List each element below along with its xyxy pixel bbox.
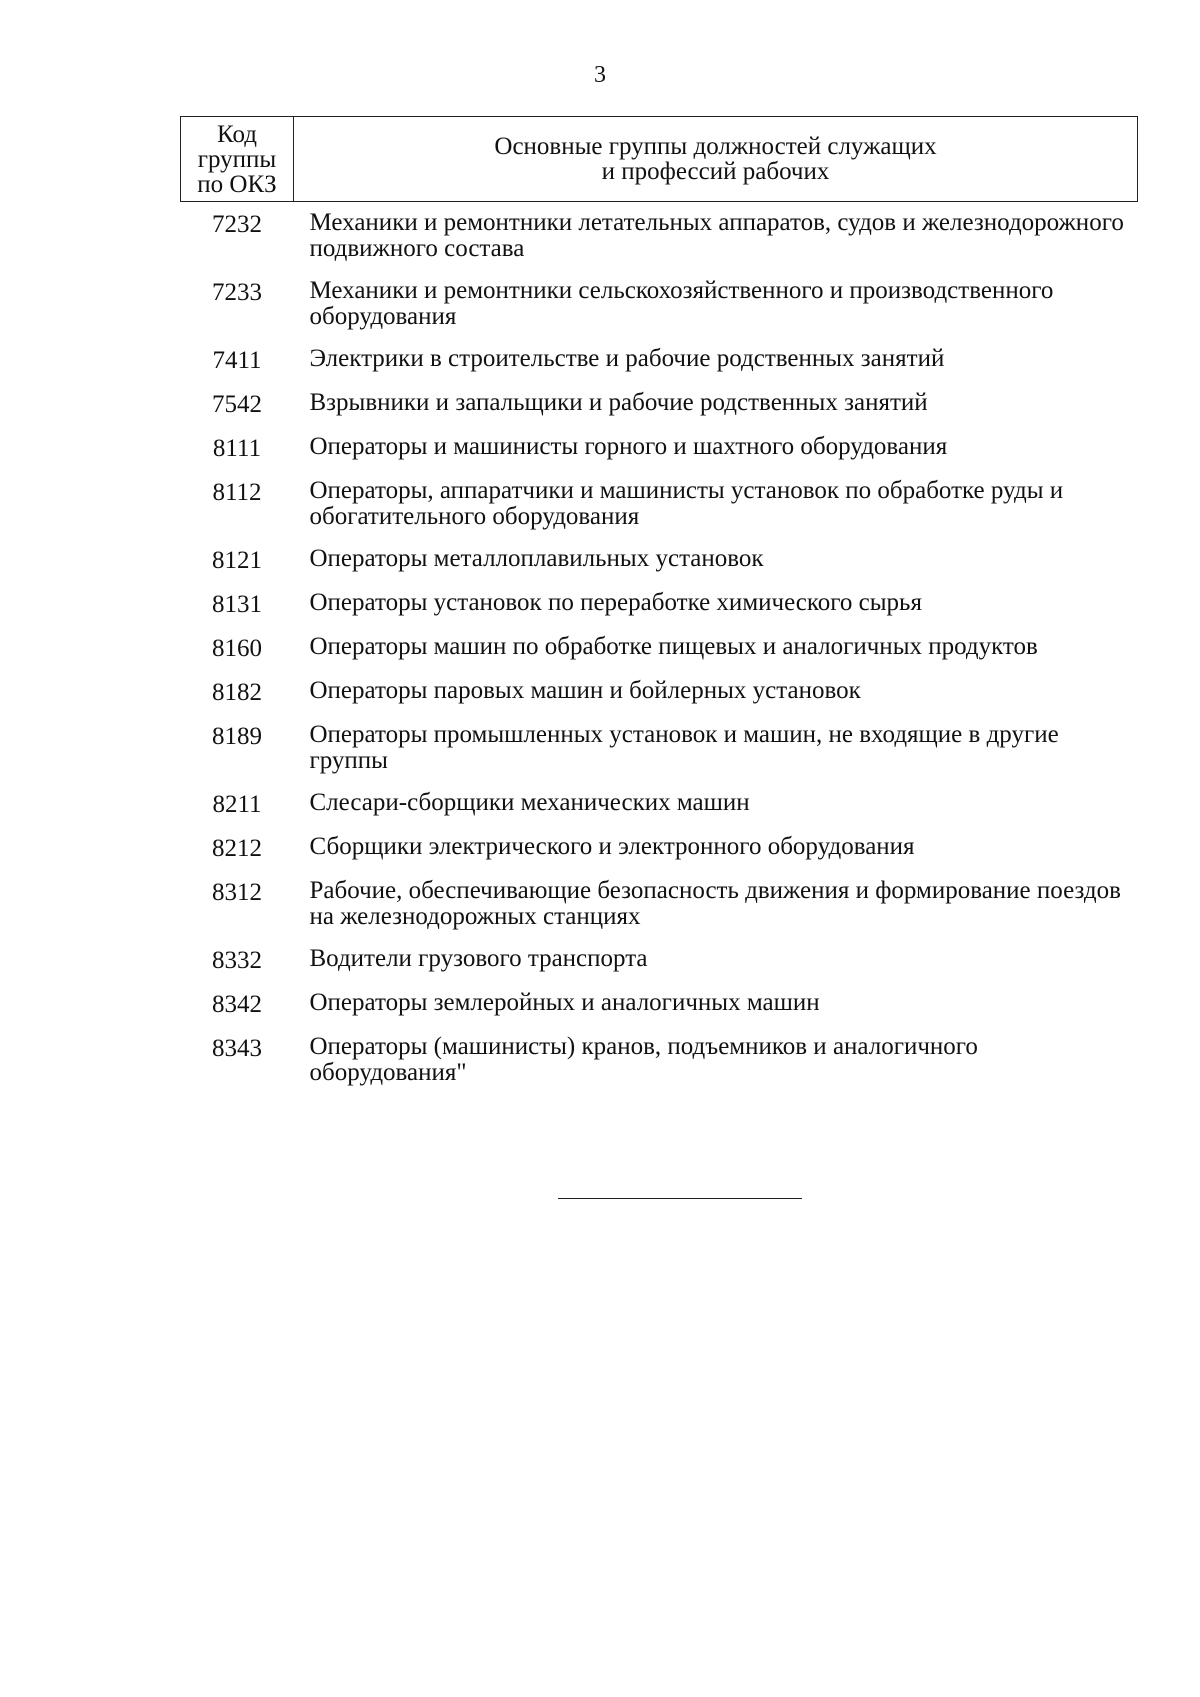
page-number: 3 [594,62,606,88]
okz-code-cell: 8312 [212,879,262,906]
occupation-group-cell: Операторы паровых машин и бойлерных установок [309,677,861,704]
end-divider [558,1198,802,1199]
okz-code-cell: 8343 [212,1035,262,1062]
occupation-group-cell: Рабочие, обеспечивающие безопасность движения и формирование поездов на железнодорожных станциях [309,877,1121,930]
occupation-group-cell: Операторы (машинисты) кранов, подъемников и аналогичного оборудования" [309,1033,978,1086]
okz-code-cell: 8111 [212,435,262,462]
table-row [181,976,1138,1020]
okz-code-cell: 8160 [212,635,262,662]
name-header-line: и профессий рабочих [601,158,830,185]
occupation-group-cell: Электрики в строительстве и рабочие родственных занятий [309,345,945,372]
okz-code-cell: 8189 [212,723,262,750]
okz-code-cell: 8342 [212,991,262,1018]
occupation-group-cell: Операторы промышленных установок и машин, не входящие в другие группы [309,721,1059,774]
okz-code-cell: 8212 [212,835,262,862]
table-row [181,376,1138,420]
table-row [181,664,1138,708]
table-row [181,264,1138,332]
okz-code-cell: 7411 [212,347,262,374]
okz-table [180,116,1138,1088]
code-header-line: группы [197,145,277,173]
okz-code-cell: 8332 [212,947,262,974]
table-header [181,117,1138,202]
occupation-group-cell: Операторы металлоплавильных установок [309,545,764,572]
okz-code-cell: 7542 [212,391,262,418]
occupation-group-cell: Операторы и машинисты горного и шахтного оборудования [309,433,948,460]
table-row [181,776,1138,820]
name-column-header [294,117,1138,202]
table-row [181,708,1138,776]
code-header-line: Код [217,120,257,148]
occupation-group-cell: Операторы землеройных и аналогичных машин [309,989,820,1016]
code-header-line: по ОКЗ [197,170,277,198]
occupation-group-cell: Операторы машин по обработке пищевых и аналогичных продуктов [309,633,1038,660]
table-row [181,464,1138,532]
table-row [181,532,1138,576]
name-header-line: Основные группы должностей служащих [494,133,937,160]
occupation-group-cell: Сборщики электрического и электронного оборудования [309,833,915,860]
okz-code-cell: 8211 [212,791,262,818]
table-row [181,576,1138,620]
okz-code-cell: 8112 [212,479,262,506]
header-row [181,117,1138,202]
table-row [181,202,1138,265]
occupation-group-cell: Операторы, аппаратчики и машинисты установок по обработке руды и обогатительного оборудования [309,477,1064,530]
okz-code-cell: 7232 [212,211,262,238]
occupation-group-cell: Взрывники и запальщики и рабочие родственных занятий [309,389,928,416]
table-row [181,864,1138,932]
table-row [181,820,1138,864]
table-row [181,620,1138,664]
occupation-group-cell: Операторы установок по переработке химического сырья [309,589,922,616]
code-column-header [181,117,294,202]
table-row [181,332,1138,376]
table-row [181,932,1138,976]
occupation-group-cell: Слесари-сборщики механических машин [309,789,750,816]
okz-code-cell: 7233 [212,279,262,306]
okz-code-cell: 8182 [212,679,262,706]
occupation-group-cell: Механики и ремонтники сельскохозяйственного и производственного оборудования [309,277,1054,330]
table-row [181,1020,1138,1088]
table-body [181,202,1138,1089]
occupation-group-cell: Водители грузового транспорта [309,945,648,972]
occupation-group-cell: Механики и ремонтники летательных аппаратов, судов и железнодорожного подвижного состава [309,209,1124,262]
okz-code-cell: 8121 [212,547,262,574]
okz-code-cell: 8131 [212,591,262,618]
table-row [181,420,1138,464]
